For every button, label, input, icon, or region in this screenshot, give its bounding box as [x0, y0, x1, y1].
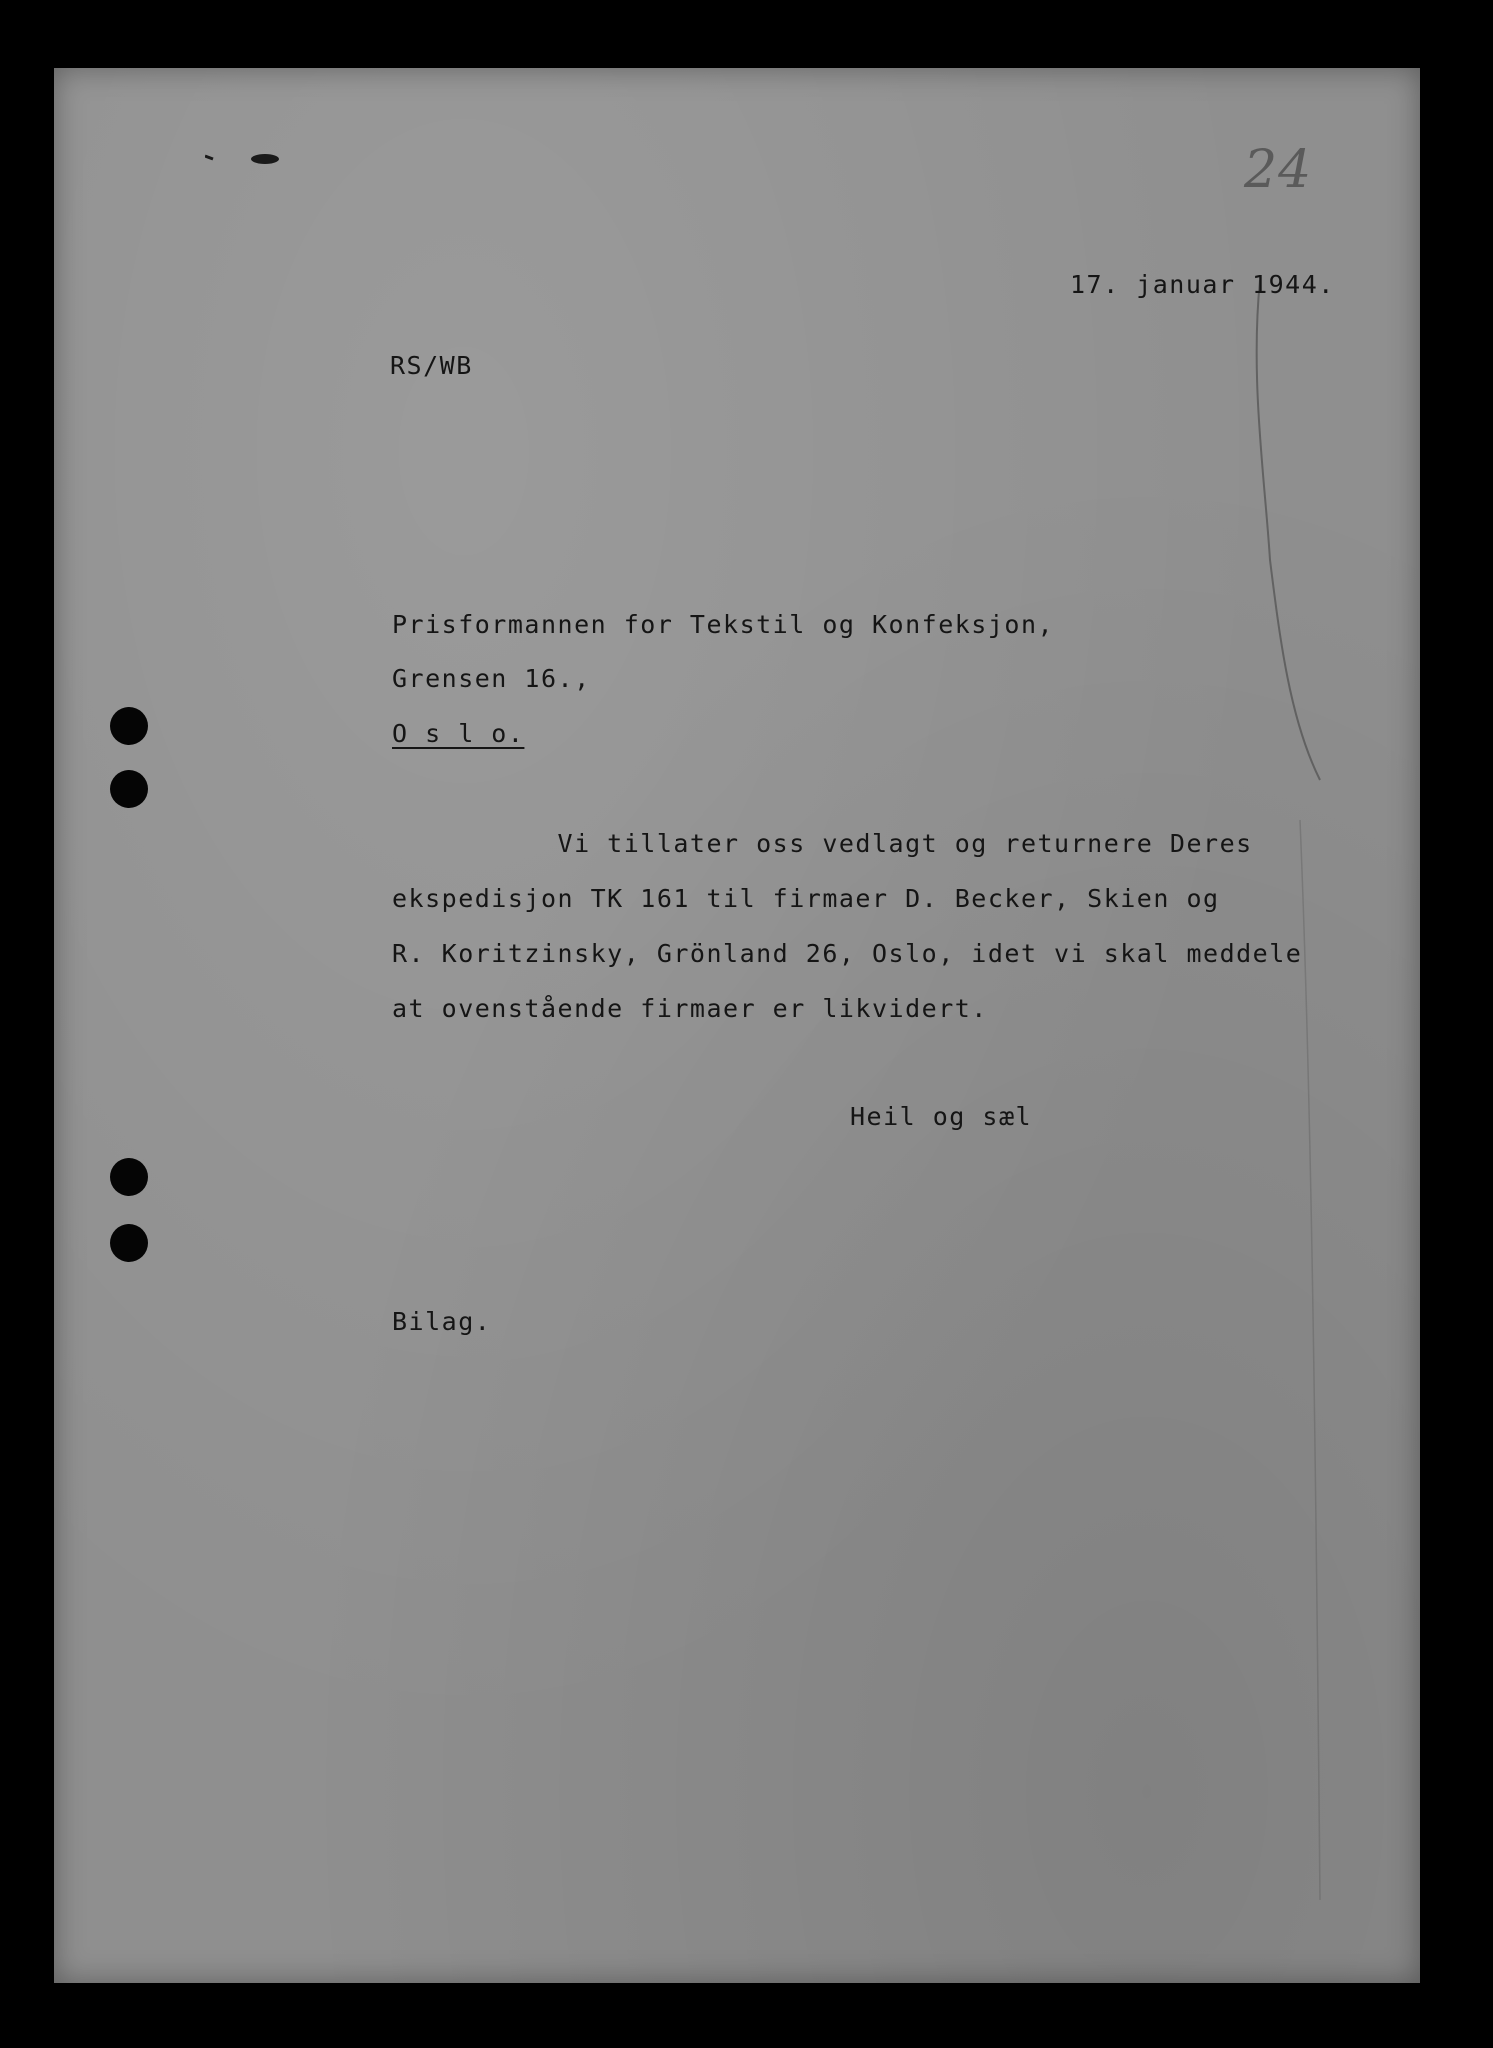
punch-hole-2 [110, 770, 148, 808]
punch-hole-3 [110, 1158, 148, 1196]
recipient-city: O s l o. [392, 719, 525, 748]
punch-hole-1 [110, 707, 148, 745]
punch-hole-4 [110, 1224, 148, 1262]
body-line-3: R. Koritzinsky, Grönland 26, Oslo, idet vi skal meddele [392, 939, 1303, 968]
reference-initials: RS/WB [390, 351, 473, 380]
closing-salutation: Heil og sæl [850, 1102, 1033, 1131]
folio-number: 24 [1244, 140, 1313, 200]
body-line-4: at ovenstående firmaer er likvidert. [392, 994, 988, 1023]
letter-date: 17. januar 1944. [1070, 270, 1335, 299]
enclosure-note: Bilag. [392, 1307, 492, 1336]
body-line-2: ekspedisjon TK 161 til firmaer D. Becker, Skien og [392, 884, 1220, 913]
body-line-1: Vi tillater oss vedlagt og returnere Deres [392, 829, 1253, 858]
ink-smudge [205, 150, 285, 166]
recipient-street: Grensen 16., [392, 664, 591, 693]
document-page [54, 68, 1420, 1983]
pencil-margin-line [1240, 260, 1360, 1960]
recipient-name: Prisformannen for Tekstil og Konfeksjon, [392, 610, 1055, 639]
